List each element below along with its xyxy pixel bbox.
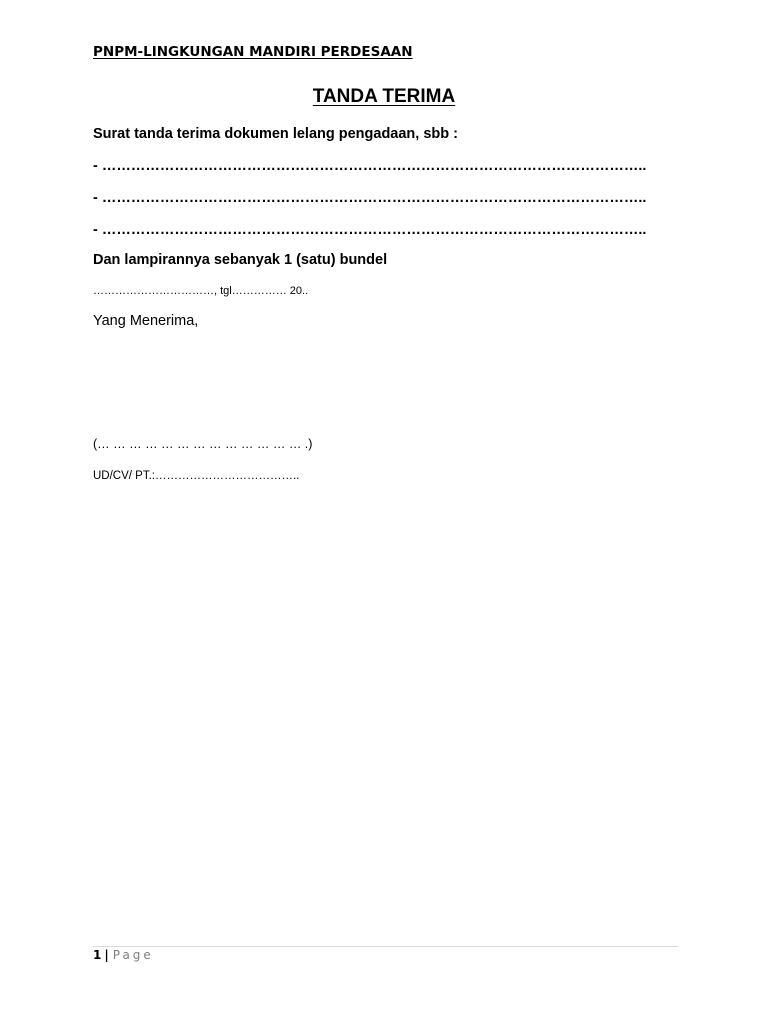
document-header: PNPM-LINGKUNGAN MANDIRI PERDESAAN [93, 44, 413, 60]
footer-divider [93, 946, 678, 947]
item-line-1: - ………………………………………………………………………………………………….. [93, 158, 647, 174]
page-word: Page [112, 948, 154, 962]
page-footer [93, 948, 154, 962]
signature-name-line: (… … … … … … … … … … … … … .) [93, 437, 313, 451]
company-line: UD/CV/ PT.:……………………………….. [93, 470, 300, 482]
intro-text: Surat tanda terima dokumen lelang pengadaan, sbb : [93, 126, 458, 142]
place-date-line: ……………………………, tgl…………… 20.. [93, 285, 309, 297]
item-line-2: - ………………………………………………………………………………………………….. [93, 190, 647, 206]
document-title: TANDA TERIMA [312, 86, 456, 107]
attachment-text: Dan lampirannya sebanyak 1 (satu) bundel [93, 252, 388, 268]
receiver-label: Yang Menerima, [93, 313, 199, 329]
footer-separator: | [104, 948, 109, 962]
page-number: 1 [93, 948, 102, 962]
item-line-3: - ………………………………………………………………………………………………….. [93, 222, 647, 238]
